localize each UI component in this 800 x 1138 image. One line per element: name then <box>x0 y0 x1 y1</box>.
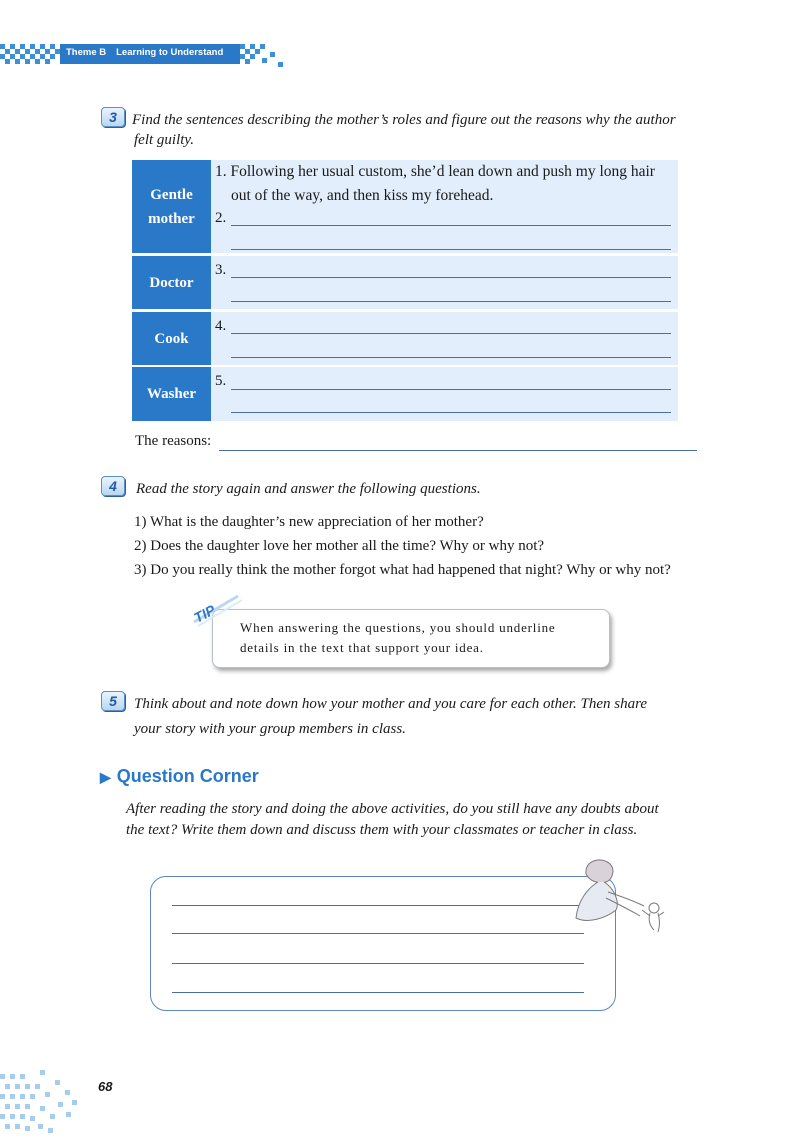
activity-5-instruction-line2: your story with your group members in class. <box>134 721 406 737</box>
row-label-doctor: Doctor <box>132 256 211 309</box>
activity-3-instruction-line2: felt guilty. <box>134 132 194 148</box>
note-line[interactable] <box>172 992 584 993</box>
example-answer-line2: out of the way, and then kiss my forehead. <box>231 187 494 204</box>
header-title <box>66 47 223 58</box>
tip-text-line1: When answering the questions, you should underline <box>240 620 556 635</box>
row-label-gentle-mother <box>132 160 211 253</box>
question-corner-heading <box>100 766 259 787</box>
activity-3-instruction-line1: Find the sentences describing the mother’s roles and figure out the reasons why the author <box>132 112 676 128</box>
question-notes-box <box>150 876 616 1011</box>
row-label-gentle: Gentle <box>150 186 193 203</box>
blank-number-5: 5. <box>215 373 227 389</box>
blank-number-3: 3. <box>215 262 227 278</box>
question-corner-text-line2: the text? Write them down and discuss them with your classmates or teacher in class. <box>126 822 638 838</box>
answer-line[interactable] <box>231 301 671 302</box>
question-corner-title: Question Corner <box>116 766 259 786</box>
reasons-answer-line[interactable] <box>219 450 697 451</box>
question-3: 3) Do you really think the mother forgot what had happened that night? Why or why not? <box>134 562 671 578</box>
answer-line[interactable] <box>231 333 671 334</box>
activity-3-badge: 3 <box>101 107 125 127</box>
question-1: 1) What is the daughter’s new appreciation of her mother? <box>134 514 484 530</box>
activity-5-instruction-line1: Think about and note down how your mother and you care for each other. Then share <box>134 696 648 712</box>
answer-line[interactable] <box>231 357 671 358</box>
example-answer-line1: 1. Following her usual custom, she’d lean down and push my long hair <box>215 163 655 180</box>
row-label-washer: Washer <box>132 367 211 421</box>
answer-line[interactable] <box>231 277 671 278</box>
activity-5-badge: 5 <box>101 691 125 711</box>
header-unit-title: Learning to Understand <box>116 47 224 58</box>
tip-text-line2: details in the text that support your idea. <box>240 640 484 655</box>
note-line[interactable] <box>172 963 584 964</box>
note-line[interactable] <box>172 933 584 934</box>
mother-and-child-illustration <box>568 852 672 938</box>
answer-line[interactable] <box>231 249 671 250</box>
blank-number-2: 2. <box>215 210 227 226</box>
tip-text <box>240 618 600 658</box>
blank-number-4: 4. <box>215 318 227 334</box>
page-number: 68 <box>98 1079 113 1094</box>
activity-4-instruction: Read the story again and answer the following questions. <box>136 481 481 497</box>
tip-label: TIP <box>191 601 218 626</box>
triangle-bullet-icon: ▶ <box>100 769 111 785</box>
activity-4-badge: 4 <box>101 476 125 496</box>
header-theme: Theme B <box>66 47 107 58</box>
reasons-label: The reasons: <box>135 433 212 449</box>
answer-line[interactable] <box>231 225 671 226</box>
note-line[interactable] <box>172 905 584 906</box>
answer-line[interactable] <box>231 389 671 390</box>
row-label-mother: mother <box>148 210 195 227</box>
question-corner-text-line1: After reading the story and doing the above activities, do you still have any doubts about <box>126 801 659 817</box>
footer-pixel-decoration <box>0 1066 96 1138</box>
tip-label-graphic <box>186 588 246 628</box>
row-label-cook: Cook <box>132 312 211 365</box>
answer-line[interactable] <box>231 412 671 413</box>
question-2: 2) Does the daughter love her mother all the time? Why or why not? <box>134 538 545 554</box>
